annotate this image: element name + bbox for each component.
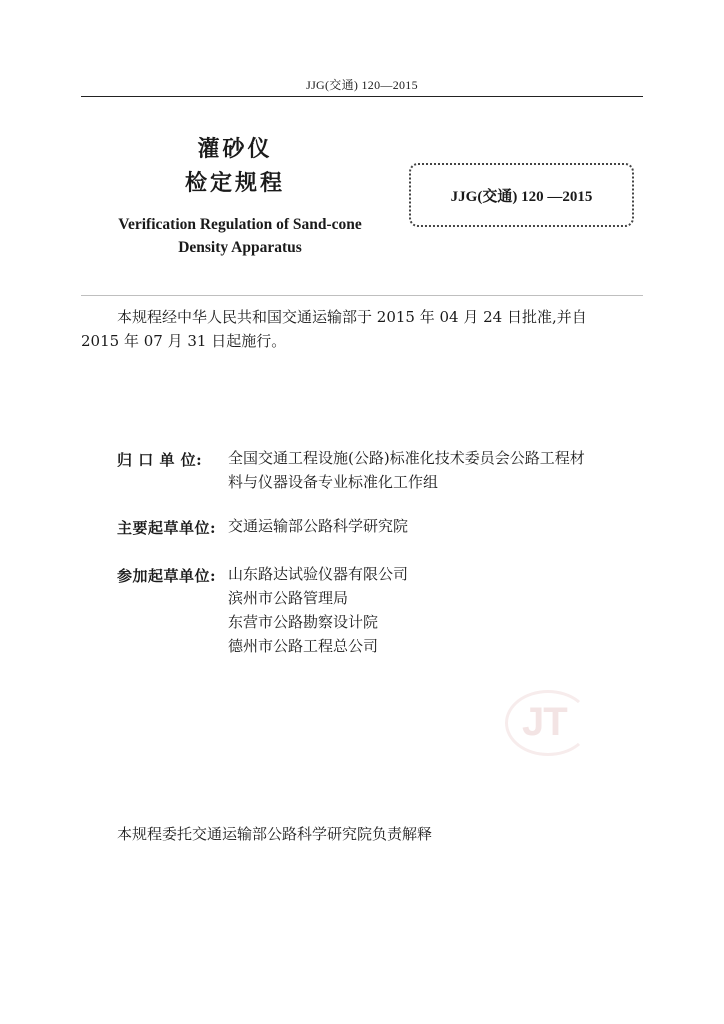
participating-drafter-item: 东营市公路勘察设计院 [228, 613, 379, 631]
section-divider [81, 295, 643, 296]
participating-drafter-label: 参加起草单位: [117, 567, 217, 585]
watermark-logo: JT [522, 700, 567, 744]
title-cn-line1: 灌砂仪 [197, 136, 273, 162]
main-drafter-value: 交通运输部公路科学研究院 [228, 517, 409, 535]
title-en-line2: Density Apparatus [178, 239, 302, 256]
participating-drafter-item: 山东路达试验仪器有限公司 [228, 565, 409, 583]
standard-code: JJG(交通) 120 —2015 [450, 188, 593, 205]
title-en-line1: Verification Regulation of Sand-cone [118, 216, 362, 233]
centralized-unit-line1: 全国交通工程设施(公路)标准化技术委员会公路工程材 [228, 449, 585, 467]
approval-line2: 2015 年 07 月 31 日起施行。 [81, 332, 287, 350]
running-header: JJG(交通) 120—2015 [306, 78, 418, 92]
header-rule [81, 96, 643, 97]
main-drafter-label: 主要起草单位: [117, 519, 217, 537]
participating-drafter-item: 德州市公路工程总公司 [228, 637, 379, 655]
centralized-unit-label: 归 口 单 位: [117, 451, 203, 469]
approval-line1: 本规程经中华人民共和国交通运输部于 2015 年 04 月 24 日批准,并自 [117, 308, 587, 326]
centralized-unit-line2: 料与仪器设备专业标准化工作组 [228, 473, 439, 491]
participating-drafter-item: 滨州市公路管理局 [228, 589, 349, 607]
title-cn-line2: 检定规程 [184, 170, 285, 196]
standard-code-box [409, 163, 634, 227]
interpretation-note: 本规程委托交通运输部公路科学研究院负责解释 [117, 825, 433, 843]
